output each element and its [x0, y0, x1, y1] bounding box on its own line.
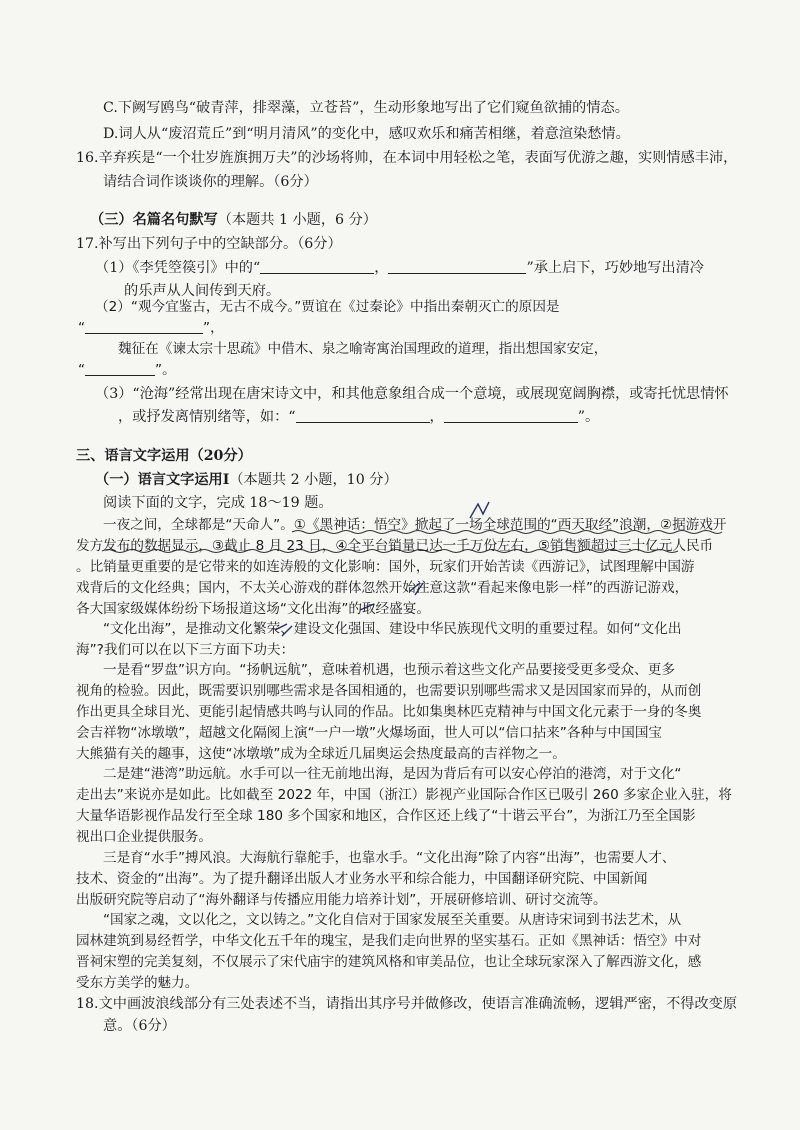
q17-item1-text-a: （1）《李凭箜篌引》中的“	[95, 260, 261, 276]
passage-p3-line5: 大熊猫有关的趣事，这使“冰墩墩”成为全球近几届奥运会热度最高的吉祥物之一。	[76, 746, 566, 762]
section-3-sub-title: （一）语言文字运用Ⅰ	[95, 472, 230, 488]
passage-p5-line3: 出版研究院等启动了“海外翻译与传播应用能力培养计划”，开展研修培训、研讨交流等。	[76, 892, 607, 908]
passage-p4-line4: 视出口企业提供服务。	[76, 829, 212, 845]
q17-blank-2[interactable]	[388, 259, 526, 274]
section-3-title: 三、语言文字运用（20分）	[76, 448, 252, 464]
passage-p2-line1: “文化出海”，是推动文化繁荣、建设文化强国、建设中华民族现代文明的重要过程。如何“文化出	[103, 621, 682, 637]
q17-item3-comma: ，	[429, 409, 444, 425]
q17-item2-d-open-quote: “	[78, 362, 86, 378]
section-mingju-title: （三）名篇名句默写	[90, 212, 218, 228]
section-3-sub-heading	[95, 470, 398, 490]
q18-line-1: 18.文中画波浪线部分有三处表述不当，请指出其序号并做修改，使语言准确流畅，逻辑严密，不得改变原	[76, 996, 738, 1012]
q17-item1-line1	[95, 258, 704, 278]
passage-p4-line3: 大量华语影视作品发行至全球 180 多个国家和地区，合作区还上线了“十谐云平台”，为浙江乃至全国影	[76, 808, 696, 824]
q17-item3-text: ，或抒发离情别绪等，如：“	[118, 409, 296, 425]
q17-blank-1[interactable]	[260, 259, 374, 274]
q16-line-2: 请结合词作谈谈你的理解。（6分）	[103, 174, 318, 190]
q17-item2-d-close-quote: ”。	[155, 362, 176, 378]
passage-p6-line4: 受东方美学的魅力。	[76, 975, 199, 991]
q17-blank-4[interactable]	[85, 361, 155, 376]
q17-blank-6[interactable]	[444, 408, 578, 423]
passage-p6-line3: 晋祠宋塑的完美复刻，不仅展示了宋代庙宇的建筑风格和审美品位，也让全球玩家深入了解西游文化，感	[76, 954, 702, 970]
q17-item1-text-b: ”承上启下，巧妙地写出清冷	[526, 260, 704, 276]
passage-p3-line3: 作出更具全球目光、更能引起情感共鸣与认同的作品。比如集奥林匹克精神与中国文化元素于一身的冬奥	[76, 704, 702, 720]
q17-item2-line1: （2）“观今宜鉴古，无古不成今。”贾谊在《过秦论》中指出秦朝灭亡的原因是	[95, 299, 560, 315]
section-mingju-heading	[90, 210, 377, 230]
passage-p6-line1: “国家之魂，文以化之，文以铸之。”文化自信对于国家发展至关重要。从唐诗宋词到书法艺术，从	[103, 912, 682, 928]
passage-p4-line2: 走出去”来说亦是如此。比如截至 2022 年，中国（浙江）影视产业国际合作区已吸引 260 多家企业入驻，将	[76, 787, 732, 803]
q17-item3-line2	[118, 407, 599, 427]
q16-line-1: 16.辛弃疾是“一个壮岁旌旗拥万夫”的沙场将帅，在本词中用轻松之笔，表面写优游之趣，实则情感丰沛，	[76, 150, 738, 166]
q17-item1-comma: ，	[374, 260, 389, 276]
q17-stem: 17.补写出下列句子中的空缺部分。（6分）	[76, 236, 342, 252]
passage-p1-line3: 。比销量更重要的是它带来的如连涛般的文化影响：国外，玩家们开始苦读《西游记》，试图理解中国游	[76, 559, 695, 575]
passage-p5-line1: 三是育“水手”搏风浪。大海航行靠舵手，也靠水手。“文化出海”除了内容“出海”，也需要人才、	[103, 850, 676, 866]
q17-item3-line1: （3）“沧海”经常出现在唐宋诗文中，和其他意象组合成一个意境，或展现宽阔胸襟，或寄托忧思情怀	[95, 386, 729, 402]
q17-item2-line4	[78, 360, 176, 380]
q18-line-2: 意。（6分）	[103, 1018, 176, 1034]
q15-option-c: C.下阙写鸥鸟“破青萍，排翠藻，立苍苔”，生动形象地写出了它们窥鱼欲捕的情态。	[103, 100, 629, 116]
passage-p3-line1: 一是看“罗盘”识方向。“扬帆远航”，意味着机遇，也预示着这些文化产品要接受更多受众、更多	[103, 662, 675, 678]
passage-p1-line2: 发方发布的数据显示，③截止 8 月 23 日，④全平台销量已达一千万份左右，⑤销售额超过三十亿元人民币	[76, 538, 714, 554]
q17-item2-line2	[78, 318, 224, 338]
passage-p6-line2: 园林建筑到易经哲学，中华文化五千年的瑰宝，是我们走向世界的坚实基石。正如《黑神话：悟空》中对	[76, 933, 702, 949]
section-mingju-note: （本题共 1 小题，6 分）	[217, 212, 377, 228]
passage-p2-line2: 海”?我们可以在以下三方面下功夫：	[76, 642, 295, 658]
q17-item1-line2: 的乐声从人间传到天府。	[124, 283, 281, 299]
q17-item2-line3: 魏征在《谏太宗十思疏》中借木、泉之喻寄寓治国理政的道理，指出想国家安定，	[118, 341, 608, 357]
reading-instruction: 阅读下面的文字，完成 18～19 题。	[103, 495, 333, 511]
passage-p5-line2: 技术、资金的“出海”。为了提升翻译出版人才业务水平和综合能力，中国翻译研究院、中国新闻	[76, 871, 648, 887]
q17-blank-5[interactable]	[296, 408, 430, 423]
passage-p1-line5: 各大国家级媒体纷纷下场报道这场“文化出海”的取经盛宴。	[76, 601, 430, 617]
section-3-sub-note: （本题共 2 小题，10 分）	[229, 472, 398, 488]
q17-blank-3[interactable]	[85, 319, 203, 334]
q17-item2-open-quote: “	[78, 320, 86, 336]
q17-item2-close-quote: ”，	[203, 320, 224, 336]
q17-item3-end: ”。	[577, 409, 600, 425]
passage-p1-line4: 戏背后的文化经典；国内，不太关心游戏的群体忽然开始注意这款“看起来像电影一样”的西游记游戏，	[76, 580, 689, 596]
q15-option-d: D.词人从“废沼荒丘”到“明月清风”的变化中，感叹欢乐和痛苦相继，着意渲染愁情。	[103, 126, 630, 142]
passage-p1-line1: 一夜之间，全球都是“天命人”。①《黑神话：悟空》掀起了一场全球范围的“西天取经”浪潮，②据游戏开	[103, 517, 727, 533]
passage-p3-line2: 视角的检验。因此，既需要识别哪些需求是各国相通的，也需要识别哪些需求又是因国家而异的，从而创	[76, 683, 702, 699]
passage-p3-line4: 会吉祥物“冰墩墩”，超越文化隔阂上演“一户一墩”火爆场面，世人可以“信口拈来”各种与中国国宝	[76, 725, 663, 741]
passage-p4-line1: 二是建“港湾”助远航。水手可以一往无前地出海，是因为背后有可以安心停泊的港湾，对于文化“	[103, 766, 682, 782]
